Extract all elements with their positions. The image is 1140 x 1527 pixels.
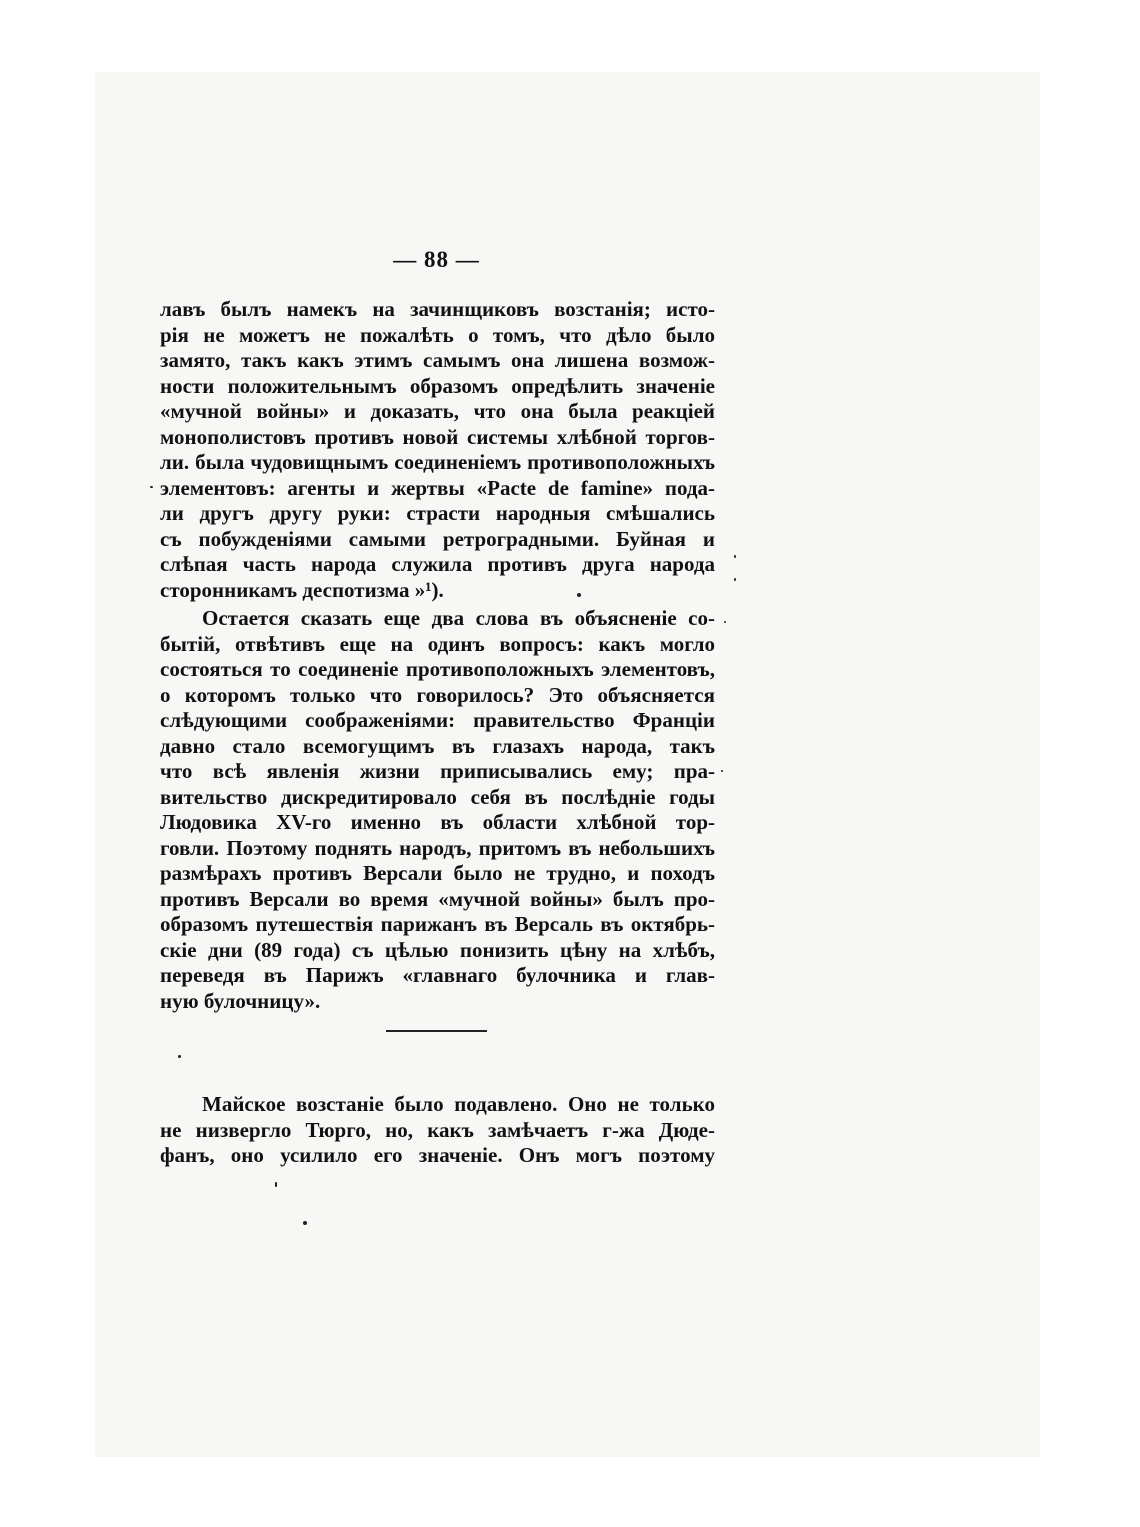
paragraph-line: давно стало всемогущимъ въ глазахъ народа, такъ (160, 733, 715, 758)
paragraph-line: рія не можетъ не пожалѣть о томъ, что дѣло было (160, 322, 715, 347)
paragraph-line: что всѣ явленія жизни приписывались ему; пра- (160, 759, 715, 783)
paragraph-line: сторонникамъ деспотизма »¹). (160, 577, 444, 602)
paragraph-line: ли другъ другу руки: страсти народныя смѣшались (160, 501, 715, 525)
paragraph-line: ную булочницу». (160, 988, 321, 1013)
paragraph-line: переведя въ Парижъ «главнаго булочника и глав- (160, 963, 715, 987)
paragraph-line: не низвергло Тюрго, но, какъ замѣчаетъ г-жа Дюде- (160, 1117, 715, 1142)
section-separator (386, 1030, 487, 1032)
paragraph-line: размѣрахъ противъ Версали было не трудно, и походъ (160, 861, 715, 885)
paragraph-line: замято, такъ какъ этимъ самымъ она лишена возмож- (160, 348, 715, 372)
paragraph-line: бытій, отвѣтивъ еще на одинъ вопросъ: какъ могло (160, 631, 715, 656)
scan-speck (303, 1221, 307, 1225)
paragraph-line: монополистовъ противъ новой системы хлѣбной торгов- (160, 424, 715, 449)
paragraph-3 (160, 1092, 715, 1169)
page-number: — 88 — (393, 247, 480, 272)
paragraph-line: ности положительнымъ образомъ опредѣлить значеніе (160, 373, 715, 398)
paragraph-line: фанъ, оно усилило его значеніе. Онъ могъ поэтому (160, 1143, 715, 1167)
scan-speck (150, 486, 153, 488)
paragraph-line: говли. Поэтому поднять народъ, притомъ въ небольшихъ (160, 835, 715, 860)
scan-speck (577, 593, 581, 597)
paragraph-line: элементовъ: агенты и жертвы «Pacte de famine» пода- (160, 475, 715, 500)
paragraph-line: образомъ путешествія парижанъ въ Версаль въ октябрь- (160, 912, 715, 936)
paragraph-line: Людовика XV-го именно въ области хлѣбной тор- (160, 810, 715, 834)
scan-speck (724, 621, 726, 623)
paragraph-line: съ побужденіями самыми ретроградными. Буйная и (160, 526, 715, 551)
paragraph-line: лавъ былъ намекъ на зачинщиковъ возстанія; исто- (160, 297, 715, 321)
scan-speck (721, 770, 723, 772)
paragraph-line: противъ Версали во время «мучной войны» былъ про- (160, 886, 715, 911)
scan-speck (178, 1055, 181, 1058)
paragraph-line: слѣпая часть народа служила противъ друга народа (160, 552, 715, 576)
paragraph-line: состояться то соединеніе противоположныхъ элементовъ, (160, 657, 715, 681)
paragraph-line: слѣдующими соображеніями: правительство Франціи (160, 708, 715, 732)
paragraph-line: Майское возстаніе было подавлено. Оно не только (202, 1092, 715, 1116)
scan-speck (734, 578, 736, 581)
paragraph-line: скіе дни (89 года) съ цѣлью понизить цѣну на хлѣбъ, (160, 937, 715, 962)
paragraph-line: вительство дискредитировало себя въ послѣдніе годы (160, 784, 715, 809)
paragraph-2 (160, 606, 715, 1014)
scan-speck (734, 555, 736, 558)
scan-speck (275, 1182, 277, 1187)
paragraph-line: ли. была чудовищнымъ соединеніемъ противоположныхъ (160, 450, 715, 474)
paragraph-line: Остается сказать еще два слова въ объясненіе со- (202, 606, 715, 630)
paragraph-line: «мучной войны» и доказать, что она была реакціей (160, 399, 715, 423)
paragraph-line: о которомъ только что говорилось? Это объясняется (160, 682, 715, 707)
paragraph-1 (160, 297, 715, 603)
